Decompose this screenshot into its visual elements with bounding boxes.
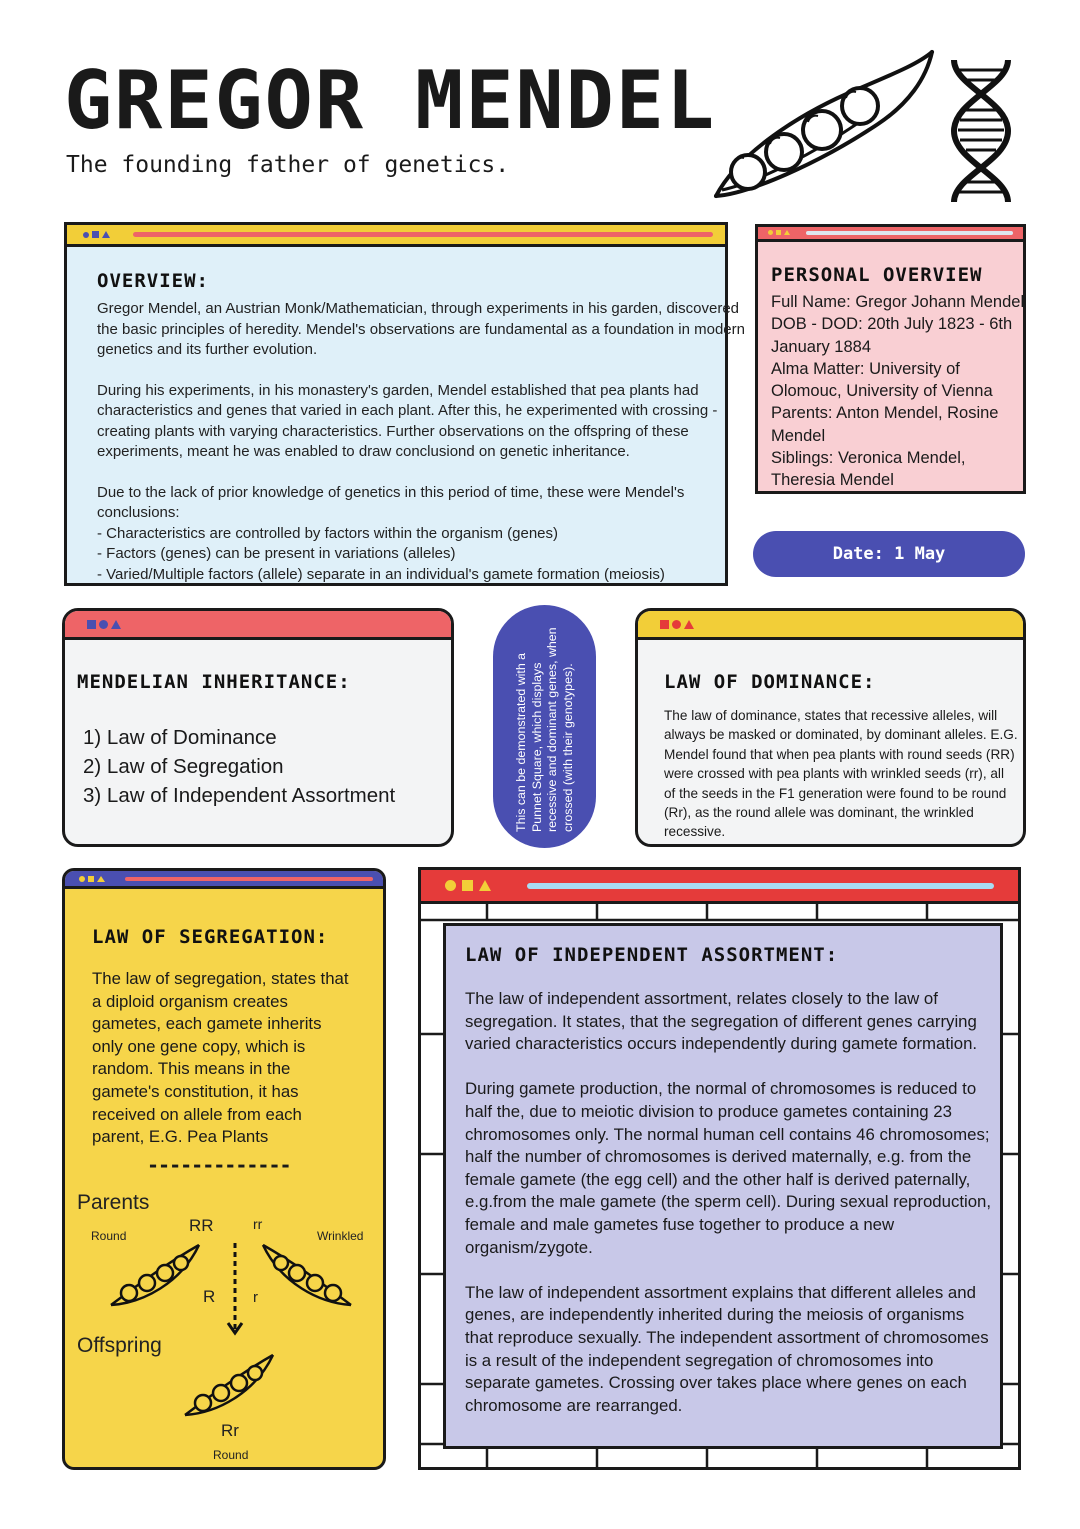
card-header-bar xyxy=(758,227,1023,242)
independent-body xyxy=(465,988,995,1440)
shapes-icon xyxy=(87,620,121,629)
shapes-icon xyxy=(768,230,790,235)
list-item: 3) Law of Independent Assortment xyxy=(83,784,396,807)
right-allele: r xyxy=(253,1289,258,1306)
personal-line: DOB - DOD: 20th July 1823 - 6th January 1884 xyxy=(771,315,1013,356)
punnett-note-text: This can be demonstrated with a Punnet Square, which displays recessive and dominant genes, when crossed (with their genotypes). xyxy=(513,626,574,832)
independent-paragraph: The law of independent assortment explains that different alleles and genes, are independently inherited during the meiosis of organisms that reproduce sexually. The independent assortment of chromosomes is a result of the independent segregation of chromosomes into separate gametes. Crossing over takes place where genes on each chromosome are rearranged. xyxy=(465,1282,989,1415)
pea-pod-icon xyxy=(708,44,940,204)
law-of-segregation-card xyxy=(62,868,386,1470)
personal-overview-card xyxy=(755,224,1026,494)
pea-pod-icon xyxy=(105,1239,205,1311)
left-trait: Round xyxy=(91,1229,127,1243)
shapes-icon xyxy=(79,876,105,882)
personal-heading: PERSONAL OVERVIEW xyxy=(771,264,983,286)
overview-card xyxy=(64,222,745,586)
left-genotype: RR xyxy=(189,1216,214,1235)
card-header-bar xyxy=(65,871,383,889)
list-item: 1) Law of Dominance xyxy=(83,726,277,749)
parents-label: Parents xyxy=(77,1191,150,1214)
shapes-icon xyxy=(660,620,694,629)
arrow-down-icon xyxy=(225,1241,245,1339)
segregation-heading: LAW OF SEGREGATION: xyxy=(92,926,329,948)
segregation-text: The law of segregation, states that a diploid organism creates gametes, each gamete inherits only one gene copy, which is random. This means in the gamete's constitution, it has received on allele from each parent, E.G. Pea Plants xyxy=(92,969,349,1147)
shapes-icon xyxy=(445,880,491,891)
independent-paragraph: During gamete production, the normal of chromosomes is reduced to half the, due to meiotic division to produce gametes containing 23 chromosomes only. The normal human cell contains 46 chromosomes; half the number of chromosomes is derived maternally, e.g. from the female gamete (the egg cell) and the other half is derived paternally, e.g.from the male gamete (the sperm cell). During sexual reproduction, female and male gametes fuse together to produce a new organism/zygote. xyxy=(465,1079,992,1257)
overview-paragraph: Due to the lack of prior knowledge of genetics in this period of time, these were Mendel's conclusions: xyxy=(97,483,685,521)
personal-line: Parents: Anton Mendel, Rosine Mendel xyxy=(771,404,999,445)
conclusion-item: - Characteristics are controlled by factors within the organism (genes) xyxy=(97,524,559,542)
personal-line: Full Name: Gregor Johann Mendel xyxy=(771,293,1025,311)
law-of-independent-assortment-card xyxy=(418,867,1021,1470)
overview-body xyxy=(97,299,757,585)
page-subtitle: The founding father of genetics. xyxy=(66,152,510,178)
pea-pod-icon xyxy=(257,1239,357,1311)
personal-line: Alma Matter: University of Olomouc, University of Vienna xyxy=(771,359,993,401)
left-allele: R xyxy=(203,1287,216,1306)
dna-helix-icon xyxy=(946,56,1016,206)
conclusion-item: - Varied/Multiple factors (allele) separate in an individual's gamete formation (meiosis) xyxy=(97,565,665,583)
right-trait: Wrinkled xyxy=(317,1229,364,1243)
dominance-text: The law of dominance, states that recessive alleles, will always be masked or dominated, by dominant alleles. E.G. Mendel found that when pea plants with round seeds (RR) were crossed with pea plants with wrinkled seeds (rr), all of the seeds in the F1 generation were found to be round (Rr), as the round allele was dominant, the wrinkled recessive. xyxy=(664,708,1018,840)
law-of-dominance-card xyxy=(635,608,1026,847)
pea-pod-icon xyxy=(179,1349,279,1421)
card-header-bar xyxy=(638,611,1023,640)
right-genotype: rr xyxy=(253,1216,263,1232)
card-header-bar xyxy=(67,225,725,247)
overview-paragraph: During his experiments, in his monastery's garden, Mendel established that pea plants had characteristics and genes that varied in each plant. After this, he experimented with crossing - creating plants with varying characteristics. Further observations on the offspring of these experiments, meant he was enabled to draw conclusiond on genetic inheritance. xyxy=(97,381,718,460)
independent-assortment-panel xyxy=(443,923,1003,1449)
dominance-heading: LAW OF DOMINANCE: xyxy=(664,671,876,693)
page-title: GREGOR MENDEL xyxy=(64,54,717,147)
offspring-genotype: Rr xyxy=(221,1421,239,1440)
punnett-note-pill xyxy=(493,605,596,848)
card-header-bar xyxy=(65,611,451,640)
list-item: 2) Law of Segregation xyxy=(83,755,284,778)
overview-paragraph: Gregor Mendel, an Austrian Monk/Mathematician, through experiments in his garden, discovered the basic principles of heredity. Mendel's observations are fundamental as a foundation in modern genetics and its further evolution. xyxy=(97,300,745,358)
independent-paragraph: The law of independent assortment, relates closely to the law of segregation. It states, that the segregation of different genes carrying varied characteristics occurs independently during gamete formation. xyxy=(465,989,978,1054)
divider: ------------- xyxy=(147,1153,291,1177)
personal-line: Siblings: Veronica Mendel, Theresia Mendel xyxy=(771,449,966,490)
overview-heading: OVERVIEW: xyxy=(97,270,209,292)
mendelian-heading: MENDELIAN INHERITANCE: xyxy=(77,671,351,693)
conclusion-item: - Factors (genes) can be present in variations (alleles) xyxy=(97,545,456,562)
independent-heading: LAW OF INDEPENDENT ASSORTMENT: xyxy=(465,944,839,966)
shapes-icon xyxy=(83,231,110,238)
personal-details xyxy=(771,291,1033,492)
date-badge: Date: 1 May xyxy=(753,531,1025,577)
card-header-bar xyxy=(421,870,1018,904)
laws-list xyxy=(83,723,395,810)
mendelian-inheritance-card xyxy=(62,608,454,847)
offspring-trait: Round xyxy=(213,1448,249,1462)
offspring-label: Offspring xyxy=(77,1334,162,1357)
